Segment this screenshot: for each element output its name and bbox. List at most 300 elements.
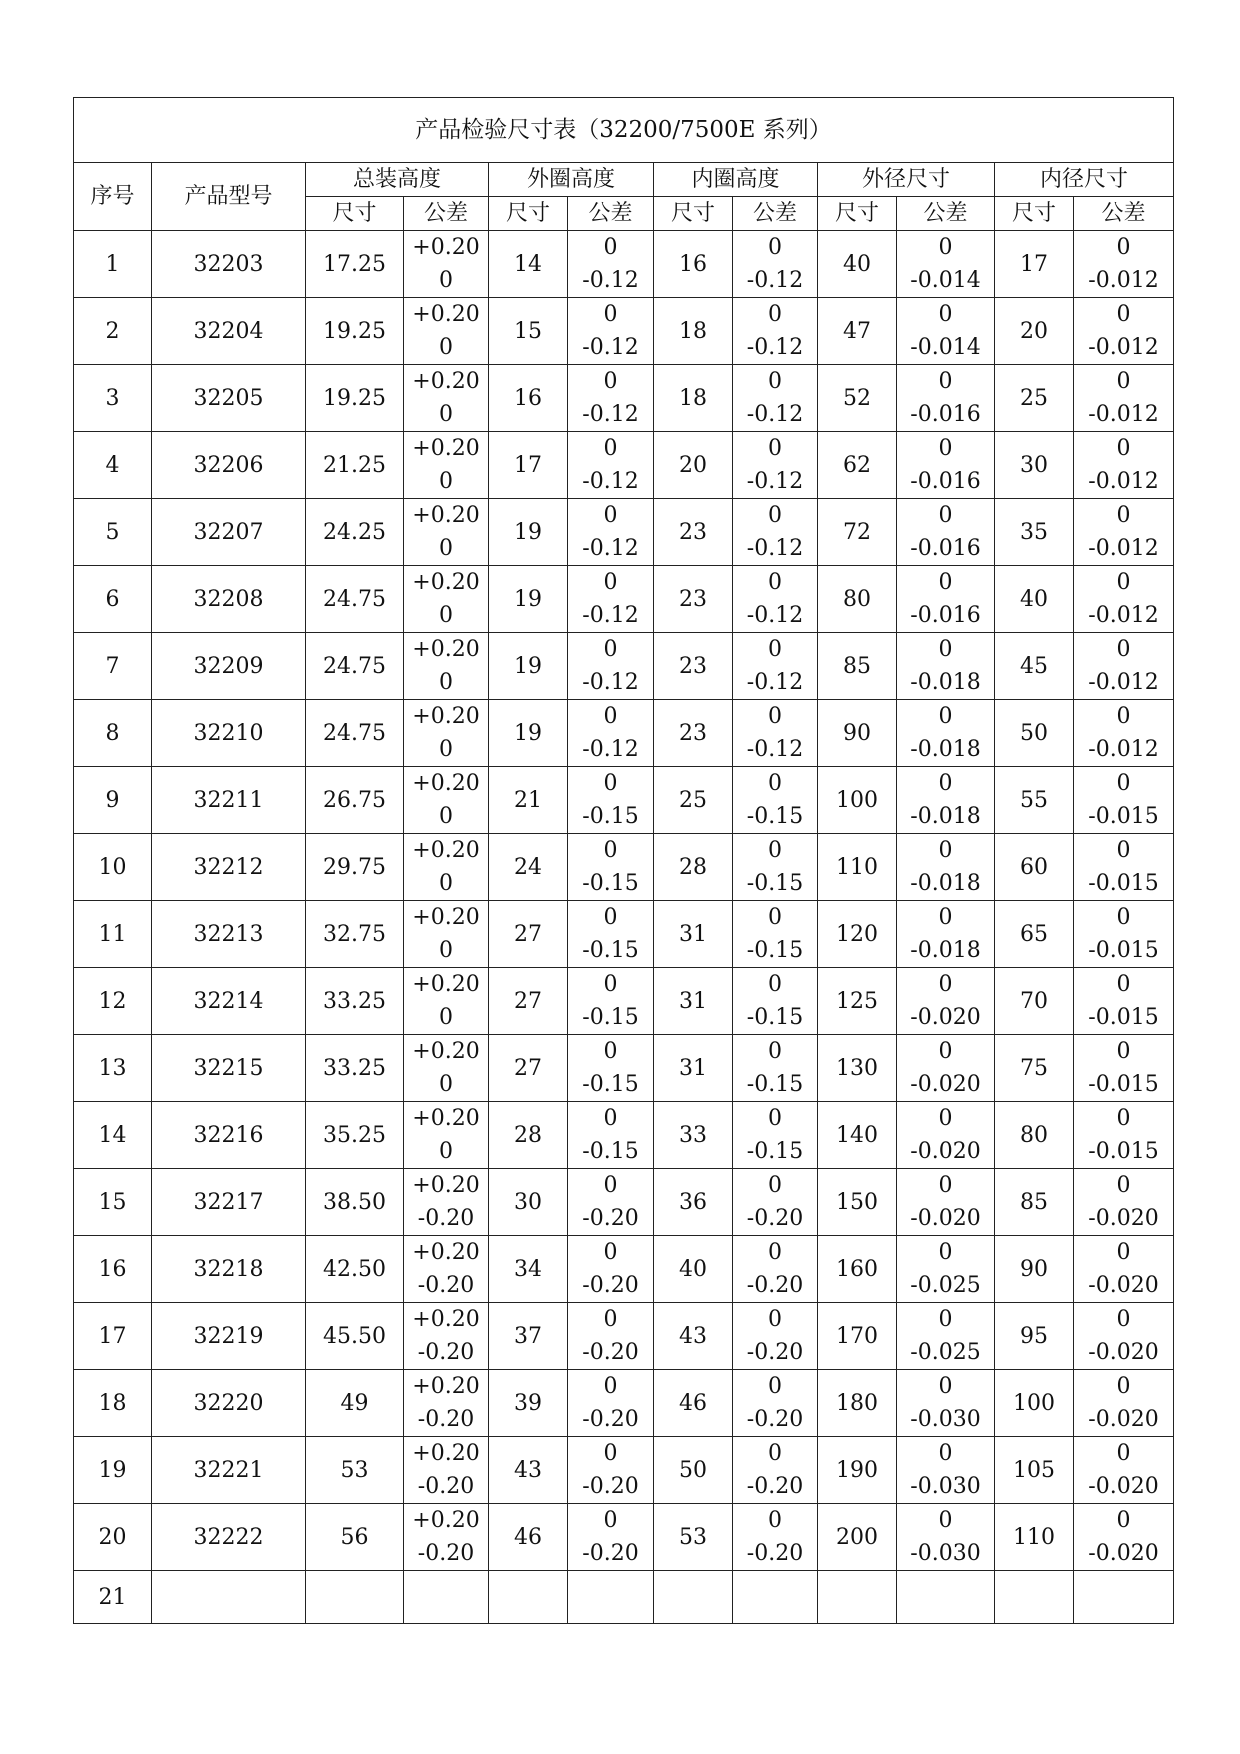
upper-deviation: 0 bbox=[603, 1039, 618, 1064]
inner-diameter-size: 65 bbox=[995, 901, 1074, 968]
row-index: 14 bbox=[74, 1102, 152, 1169]
row-index: 15 bbox=[74, 1169, 152, 1236]
total-height-tolerance bbox=[404, 1370, 489, 1437]
outer-ring-height-tolerance bbox=[568, 499, 654, 566]
outer-diameter-tolerance bbox=[897, 901, 995, 968]
upper-deviation: 0 bbox=[1116, 503, 1131, 528]
upper-deviation: 0 bbox=[603, 838, 618, 863]
outer-ring-height-tolerance bbox=[568, 1169, 654, 1236]
total-height-size: 24.25 bbox=[306, 499, 404, 566]
lower-deviation: -0.12 bbox=[582, 737, 639, 762]
upper-deviation: +0.20 bbox=[412, 1106, 480, 1131]
lower-deviation: -0.12 bbox=[746, 603, 804, 628]
outer-ring-height-tolerance bbox=[568, 231, 654, 298]
upper-deviation: 0 bbox=[1116, 302, 1131, 327]
lower-deviation: -0.025 bbox=[910, 1340, 981, 1365]
outer-diameter-size: 80 bbox=[818, 566, 897, 633]
row-index: 21 bbox=[74, 1571, 152, 1624]
header-size: 尺寸 bbox=[489, 197, 568, 231]
header-size: 尺寸 bbox=[654, 197, 733, 231]
outer-ring-height-tolerance bbox=[568, 298, 654, 365]
lower-deviation: -0.12 bbox=[746, 536, 804, 561]
lower-deviation: -0.018 bbox=[910, 670, 981, 695]
inner-ring-height-tolerance bbox=[733, 1169, 818, 1236]
lower-deviation: -0.20 bbox=[582, 1541, 639, 1566]
inner-ring-height-tolerance bbox=[733, 231, 818, 298]
upper-deviation: 0 bbox=[1116, 570, 1131, 595]
product-model: 32222 bbox=[152, 1504, 306, 1571]
lower-deviation: -0.20 bbox=[746, 1273, 804, 1298]
empty-cell bbox=[818, 1571, 897, 1624]
lower-deviation: 0 bbox=[439, 804, 453, 829]
lower-deviation: -0.018 bbox=[910, 938, 981, 963]
lower-deviation: -0.20 bbox=[582, 1340, 639, 1365]
outer-ring-height-size: 15 bbox=[489, 298, 568, 365]
upper-deviation: 0 bbox=[603, 369, 618, 394]
outer-diameter-tolerance bbox=[897, 1437, 995, 1504]
product-model: 32205 bbox=[152, 365, 306, 432]
lower-deviation: -0.012 bbox=[1088, 268, 1159, 293]
inner-diameter-tolerance bbox=[1074, 834, 1174, 901]
total-height-tolerance bbox=[404, 834, 489, 901]
outer-diameter-size: 62 bbox=[818, 432, 897, 499]
inner-diameter-size: 55 bbox=[995, 767, 1074, 834]
inner-diameter-size: 70 bbox=[995, 968, 1074, 1035]
outer-ring-height-tolerance bbox=[568, 1504, 654, 1571]
lower-deviation: -0.015 bbox=[1088, 1139, 1159, 1164]
outer-diameter-size: 140 bbox=[818, 1102, 897, 1169]
upper-deviation: 0 bbox=[768, 637, 782, 662]
lower-deviation: -0.012 bbox=[1088, 737, 1159, 762]
lower-deviation: 0 bbox=[439, 268, 453, 293]
lower-deviation: -0.20 bbox=[746, 1541, 804, 1566]
product-model: 32203 bbox=[152, 231, 306, 298]
inner-ring-height-size: 36 bbox=[654, 1169, 733, 1236]
lower-deviation: -0.012 bbox=[1088, 670, 1159, 695]
upper-deviation: 0 bbox=[1116, 1240, 1131, 1265]
upper-deviation: 0 bbox=[1116, 1106, 1131, 1131]
table-row bbox=[74, 231, 1174, 298]
lower-deviation: -0.012 bbox=[1088, 335, 1159, 360]
total-height-tolerance bbox=[404, 499, 489, 566]
upper-deviation: 0 bbox=[1116, 1374, 1131, 1399]
upper-deviation: 0 bbox=[1116, 704, 1131, 729]
lower-deviation: 0 bbox=[439, 938, 453, 963]
upper-deviation: 0 bbox=[1116, 1173, 1131, 1198]
lower-deviation: -0.016 bbox=[910, 402, 981, 427]
lower-deviation: -0.15 bbox=[746, 804, 804, 829]
empty-cell bbox=[489, 1571, 568, 1624]
upper-deviation: 0 bbox=[768, 302, 782, 327]
lower-deviation: -0.012 bbox=[1088, 469, 1159, 494]
upper-deviation: +0.20 bbox=[412, 771, 480, 796]
lower-deviation: -0.030 bbox=[910, 1407, 981, 1432]
lower-deviation: 0 bbox=[439, 670, 453, 695]
lower-deviation: -0.20 bbox=[417, 1273, 475, 1298]
lower-deviation: 0 bbox=[439, 871, 453, 896]
upper-deviation: 0 bbox=[768, 1106, 782, 1131]
total-height-tolerance bbox=[404, 231, 489, 298]
upper-deviation: +0.20 bbox=[412, 1039, 480, 1064]
outer-diameter-tolerance bbox=[897, 1370, 995, 1437]
lower-deviation: -0.15 bbox=[746, 1005, 804, 1030]
inner-ring-height-tolerance bbox=[733, 365, 818, 432]
inner-ring-height-tolerance bbox=[733, 1504, 818, 1571]
inner-diameter-tolerance bbox=[1074, 566, 1174, 633]
upper-deviation: 0 bbox=[1116, 1307, 1131, 1332]
lower-deviation: -0.20 bbox=[417, 1541, 475, 1566]
page-title: 产品检验尺寸表（32200/7500E 系列） bbox=[74, 98, 1174, 163]
inner-ring-height-size: 23 bbox=[654, 566, 733, 633]
inner-diameter-size: 75 bbox=[995, 1035, 1074, 1102]
header-group-inner-height: 内圈高度 bbox=[654, 163, 818, 197]
outer-diameter-size: 150 bbox=[818, 1169, 897, 1236]
outer-diameter-tolerance bbox=[897, 1504, 995, 1571]
inner-diameter-tolerance bbox=[1074, 700, 1174, 767]
lower-deviation: -0.20 bbox=[417, 1474, 475, 1499]
upper-deviation: 0 bbox=[938, 436, 953, 461]
outer-diameter-tolerance bbox=[897, 365, 995, 432]
table-row bbox=[74, 1035, 1174, 1102]
lower-deviation: -0.015 bbox=[1088, 1072, 1159, 1097]
upper-deviation: +0.20 bbox=[412, 235, 480, 260]
inner-diameter-size: 35 bbox=[995, 499, 1074, 566]
outer-ring-height-size: 28 bbox=[489, 1102, 568, 1169]
lower-deviation: -0.20 bbox=[746, 1206, 804, 1231]
lower-deviation: 0 bbox=[439, 603, 453, 628]
inner-ring-height-size: 50 bbox=[654, 1437, 733, 1504]
total-height-tolerance bbox=[404, 566, 489, 633]
outer-diameter-size: 120 bbox=[818, 901, 897, 968]
total-height-tolerance bbox=[404, 365, 489, 432]
total-height-size: 21.25 bbox=[306, 432, 404, 499]
inner-ring-height-tolerance bbox=[733, 901, 818, 968]
row-index: 4 bbox=[74, 432, 152, 499]
upper-deviation: 0 bbox=[1116, 1508, 1131, 1533]
empty-cell bbox=[733, 1571, 818, 1624]
outer-ring-height-size: 27 bbox=[489, 968, 568, 1035]
outer-diameter-size: 160 bbox=[818, 1236, 897, 1303]
upper-deviation: 0 bbox=[603, 1441, 618, 1466]
lower-deviation: -0.020 bbox=[1088, 1407, 1159, 1432]
inner-diameter-size: 30 bbox=[995, 432, 1074, 499]
lower-deviation: 0 bbox=[439, 335, 453, 360]
inner-ring-height-size: 20 bbox=[654, 432, 733, 499]
upper-deviation: +0.20 bbox=[412, 1240, 480, 1265]
outer-ring-height-tolerance bbox=[568, 901, 654, 968]
lower-deviation: -0.15 bbox=[746, 938, 804, 963]
total-height-tolerance bbox=[404, 633, 489, 700]
upper-deviation: 0 bbox=[768, 1307, 782, 1332]
inner-diameter-size: 95 bbox=[995, 1303, 1074, 1370]
upper-deviation: +0.20 bbox=[412, 905, 480, 930]
upper-deviation: 0 bbox=[603, 1307, 618, 1332]
outer-ring-height-tolerance bbox=[568, 1303, 654, 1370]
outer-diameter-size: 110 bbox=[818, 834, 897, 901]
outer-diameter-size: 130 bbox=[818, 1035, 897, 1102]
upper-deviation: 0 bbox=[938, 1374, 953, 1399]
outer-ring-height-tolerance bbox=[568, 834, 654, 901]
upper-deviation: 0 bbox=[1116, 905, 1131, 930]
upper-deviation: 0 bbox=[768, 1508, 782, 1533]
lower-deviation: 0 bbox=[439, 1139, 453, 1164]
lower-deviation: -0.12 bbox=[582, 603, 639, 628]
upper-deviation: +0.20 bbox=[412, 302, 480, 327]
outer-diameter-tolerance bbox=[897, 968, 995, 1035]
inner-ring-height-size: 28 bbox=[654, 834, 733, 901]
table-row bbox=[74, 432, 1174, 499]
total-height-size: 19.25 bbox=[306, 298, 404, 365]
upper-deviation: 0 bbox=[938, 1508, 953, 1533]
outer-diameter-tolerance bbox=[897, 767, 995, 834]
inner-diameter-size: 25 bbox=[995, 365, 1074, 432]
inner-diameter-tolerance bbox=[1074, 633, 1174, 700]
inner-diameter-tolerance bbox=[1074, 1169, 1174, 1236]
upper-deviation: +0.20 bbox=[412, 704, 480, 729]
inner-ring-height-size: 53 bbox=[654, 1504, 733, 1571]
lower-deviation: -0.12 bbox=[746, 737, 804, 762]
lower-deviation: 0 bbox=[439, 469, 453, 494]
row-index: 6 bbox=[74, 566, 152, 633]
inner-ring-height-size: 25 bbox=[654, 767, 733, 834]
inner-ring-height-tolerance bbox=[733, 1035, 818, 1102]
table-row bbox=[74, 1504, 1174, 1571]
product-model: 32220 bbox=[152, 1370, 306, 1437]
outer-diameter-tolerance bbox=[897, 566, 995, 633]
lower-deviation: 0 bbox=[439, 1072, 453, 1097]
outer-diameter-size: 52 bbox=[818, 365, 897, 432]
lower-deviation: -0.12 bbox=[582, 670, 639, 695]
upper-deviation: 0 bbox=[603, 570, 618, 595]
upper-deviation: 0 bbox=[938, 1240, 953, 1265]
upper-deviation: 0 bbox=[1116, 235, 1131, 260]
inner-ring-height-size: 46 bbox=[654, 1370, 733, 1437]
upper-deviation: 0 bbox=[768, 235, 782, 260]
inner-ring-height-size: 16 bbox=[654, 231, 733, 298]
outer-diameter-size: 90 bbox=[818, 700, 897, 767]
outer-diameter-tolerance bbox=[897, 499, 995, 566]
upper-deviation: +0.20 bbox=[412, 436, 480, 461]
outer-ring-height-tolerance bbox=[568, 566, 654, 633]
lower-deviation: -0.15 bbox=[582, 1005, 639, 1030]
lower-deviation: -0.20 bbox=[582, 1407, 639, 1432]
outer-ring-height-size: 19 bbox=[489, 633, 568, 700]
total-height-size: 29.75 bbox=[306, 834, 404, 901]
outer-ring-height-size: 16 bbox=[489, 365, 568, 432]
row-index: 19 bbox=[74, 1437, 152, 1504]
upper-deviation: 0 bbox=[768, 972, 782, 997]
upper-deviation: 0 bbox=[603, 1240, 618, 1265]
upper-deviation: 0 bbox=[603, 771, 618, 796]
row-index: 5 bbox=[74, 499, 152, 566]
row-index: 13 bbox=[74, 1035, 152, 1102]
lower-deviation: -0.025 bbox=[910, 1273, 981, 1298]
upper-deviation: +0.20 bbox=[412, 1307, 480, 1332]
total-height-size: 24.75 bbox=[306, 700, 404, 767]
total-height-size: 35.25 bbox=[306, 1102, 404, 1169]
table-row bbox=[74, 834, 1174, 901]
product-model: 32210 bbox=[152, 700, 306, 767]
lower-deviation: -0.15 bbox=[582, 804, 639, 829]
outer-ring-height-tolerance bbox=[568, 1370, 654, 1437]
lower-deviation: -0.020 bbox=[1088, 1474, 1159, 1499]
total-height-size: 49 bbox=[306, 1370, 404, 1437]
outer-ring-height-tolerance bbox=[568, 1102, 654, 1169]
lower-deviation: -0.016 bbox=[910, 603, 981, 628]
header-tolerance: 公差 bbox=[897, 197, 995, 231]
table-row bbox=[74, 700, 1174, 767]
product-model: 32212 bbox=[152, 834, 306, 901]
upper-deviation: 0 bbox=[603, 704, 618, 729]
total-height-size: 24.75 bbox=[306, 566, 404, 633]
total-height-tolerance bbox=[404, 1303, 489, 1370]
lower-deviation: -0.012 bbox=[1088, 402, 1159, 427]
outer-ring-height-size: 14 bbox=[489, 231, 568, 298]
lower-deviation: -0.015 bbox=[1088, 871, 1159, 896]
upper-deviation: 0 bbox=[768, 1441, 782, 1466]
inner-ring-height-size: 23 bbox=[654, 633, 733, 700]
total-height-size: 17.25 bbox=[306, 231, 404, 298]
lower-deviation: -0.030 bbox=[910, 1541, 981, 1566]
upper-deviation: 0 bbox=[768, 1039, 782, 1064]
outer-ring-height-size: 21 bbox=[489, 767, 568, 834]
upper-deviation: 0 bbox=[1116, 1441, 1131, 1466]
inner-ring-height-tolerance bbox=[733, 968, 818, 1035]
empty-cell bbox=[152, 1571, 306, 1624]
table-row bbox=[74, 499, 1174, 566]
lower-deviation: -0.020 bbox=[1088, 1340, 1159, 1365]
lower-deviation: -0.12 bbox=[582, 335, 639, 360]
inner-diameter-size: 80 bbox=[995, 1102, 1074, 1169]
inner-diameter-tolerance bbox=[1074, 968, 1174, 1035]
outer-ring-height-size: 17 bbox=[489, 432, 568, 499]
inner-ring-height-size: 31 bbox=[654, 968, 733, 1035]
upper-deviation: 0 bbox=[768, 1374, 782, 1399]
lower-deviation: -0.12 bbox=[582, 402, 639, 427]
empty-cell bbox=[404, 1571, 489, 1624]
lower-deviation: 0 bbox=[439, 1005, 453, 1030]
upper-deviation: 0 bbox=[938, 704, 953, 729]
row-index: 8 bbox=[74, 700, 152, 767]
outer-ring-height-size: 46 bbox=[489, 1504, 568, 1571]
outer-ring-height-size: 27 bbox=[489, 901, 568, 968]
upper-deviation: 0 bbox=[1116, 369, 1131, 394]
inner-ring-height-size: 33 bbox=[654, 1102, 733, 1169]
table-row bbox=[74, 566, 1174, 633]
upper-deviation: +0.20 bbox=[412, 1173, 480, 1198]
lower-deviation: -0.20 bbox=[746, 1340, 804, 1365]
inner-diameter-size: 20 bbox=[995, 298, 1074, 365]
total-height-tolerance bbox=[404, 298, 489, 365]
table-row bbox=[74, 1102, 1174, 1169]
lower-deviation: 0 bbox=[439, 402, 453, 427]
lower-deviation: -0.016 bbox=[910, 469, 981, 494]
outer-diameter-size: 85 bbox=[818, 633, 897, 700]
table-row bbox=[74, 365, 1174, 432]
outer-diameter-size: 190 bbox=[818, 1437, 897, 1504]
outer-ring-height-tolerance bbox=[568, 432, 654, 499]
total-height-tolerance bbox=[404, 767, 489, 834]
header-index: 序号 bbox=[74, 163, 152, 231]
outer-diameter-tolerance bbox=[897, 1035, 995, 1102]
outer-diameter-size: 72 bbox=[818, 499, 897, 566]
outer-diameter-tolerance bbox=[897, 298, 995, 365]
lower-deviation: -0.15 bbox=[746, 871, 804, 896]
outer-diameter-size: 100 bbox=[818, 767, 897, 834]
table-row bbox=[74, 1437, 1174, 1504]
header-group-outer-height: 外圈高度 bbox=[489, 163, 654, 197]
lower-deviation: 0 bbox=[439, 737, 453, 762]
outer-diameter-tolerance bbox=[897, 231, 995, 298]
total-height-tolerance bbox=[404, 432, 489, 499]
outer-ring-height-tolerance bbox=[568, 365, 654, 432]
product-model: 32204 bbox=[152, 298, 306, 365]
lower-deviation: 0 bbox=[439, 536, 453, 561]
lower-deviation: -0.020 bbox=[1088, 1541, 1159, 1566]
product-model: 32216 bbox=[152, 1102, 306, 1169]
product-model: 32221 bbox=[152, 1437, 306, 1504]
outer-diameter-size: 47 bbox=[818, 298, 897, 365]
upper-deviation: 0 bbox=[768, 1240, 782, 1265]
inner-ring-height-tolerance bbox=[733, 834, 818, 901]
upper-deviation: +0.20 bbox=[412, 1441, 480, 1466]
inner-diameter-size: 100 bbox=[995, 1370, 1074, 1437]
lower-deviation: -0.20 bbox=[582, 1474, 639, 1499]
upper-deviation: 0 bbox=[768, 1173, 782, 1198]
inner-diameter-tolerance bbox=[1074, 767, 1174, 834]
empty-cell bbox=[568, 1571, 654, 1624]
outer-ring-height-tolerance bbox=[568, 1236, 654, 1303]
upper-deviation: 0 bbox=[603, 235, 618, 260]
total-height-size: 32.75 bbox=[306, 901, 404, 968]
product-model: 32211 bbox=[152, 767, 306, 834]
upper-deviation: 0 bbox=[938, 503, 953, 528]
outer-diameter-size: 200 bbox=[818, 1504, 897, 1571]
inner-ring-height-size: 40 bbox=[654, 1236, 733, 1303]
lower-deviation: -0.12 bbox=[746, 469, 804, 494]
inner-ring-height-tolerance bbox=[733, 700, 818, 767]
inner-ring-height-tolerance bbox=[733, 1102, 818, 1169]
outer-diameter-tolerance bbox=[897, 700, 995, 767]
upper-deviation: 0 bbox=[603, 1508, 618, 1533]
outer-diameter-size: 40 bbox=[818, 231, 897, 298]
inner-ring-height-tolerance bbox=[733, 1370, 818, 1437]
product-model: 32219 bbox=[152, 1303, 306, 1370]
outer-ring-height-tolerance bbox=[568, 700, 654, 767]
lower-deviation: -0.014 bbox=[910, 268, 981, 293]
upper-deviation: 0 bbox=[938, 369, 953, 394]
outer-ring-height-tolerance bbox=[568, 767, 654, 834]
inner-ring-height-tolerance bbox=[733, 767, 818, 834]
inner-ring-height-tolerance bbox=[733, 1236, 818, 1303]
header-tolerance: 公差 bbox=[733, 197, 818, 231]
lower-deviation: -0.12 bbox=[746, 335, 804, 360]
header-size: 尺寸 bbox=[995, 197, 1074, 231]
product-model: 32217 bbox=[152, 1169, 306, 1236]
lower-deviation: -0.020 bbox=[1088, 1273, 1159, 1298]
inner-diameter-tolerance bbox=[1074, 298, 1174, 365]
upper-deviation: 0 bbox=[768, 369, 782, 394]
total-height-tolerance bbox=[404, 968, 489, 1035]
lower-deviation: -0.20 bbox=[582, 1273, 639, 1298]
total-height-size: 26.75 bbox=[306, 767, 404, 834]
lower-deviation: -0.018 bbox=[910, 737, 981, 762]
lower-deviation: -0.12 bbox=[746, 670, 804, 695]
upper-deviation: 0 bbox=[1116, 1039, 1131, 1064]
inner-diameter-tolerance bbox=[1074, 1236, 1174, 1303]
outer-diameter-tolerance bbox=[897, 1102, 995, 1169]
inner-ring-height-size: 31 bbox=[654, 1035, 733, 1102]
